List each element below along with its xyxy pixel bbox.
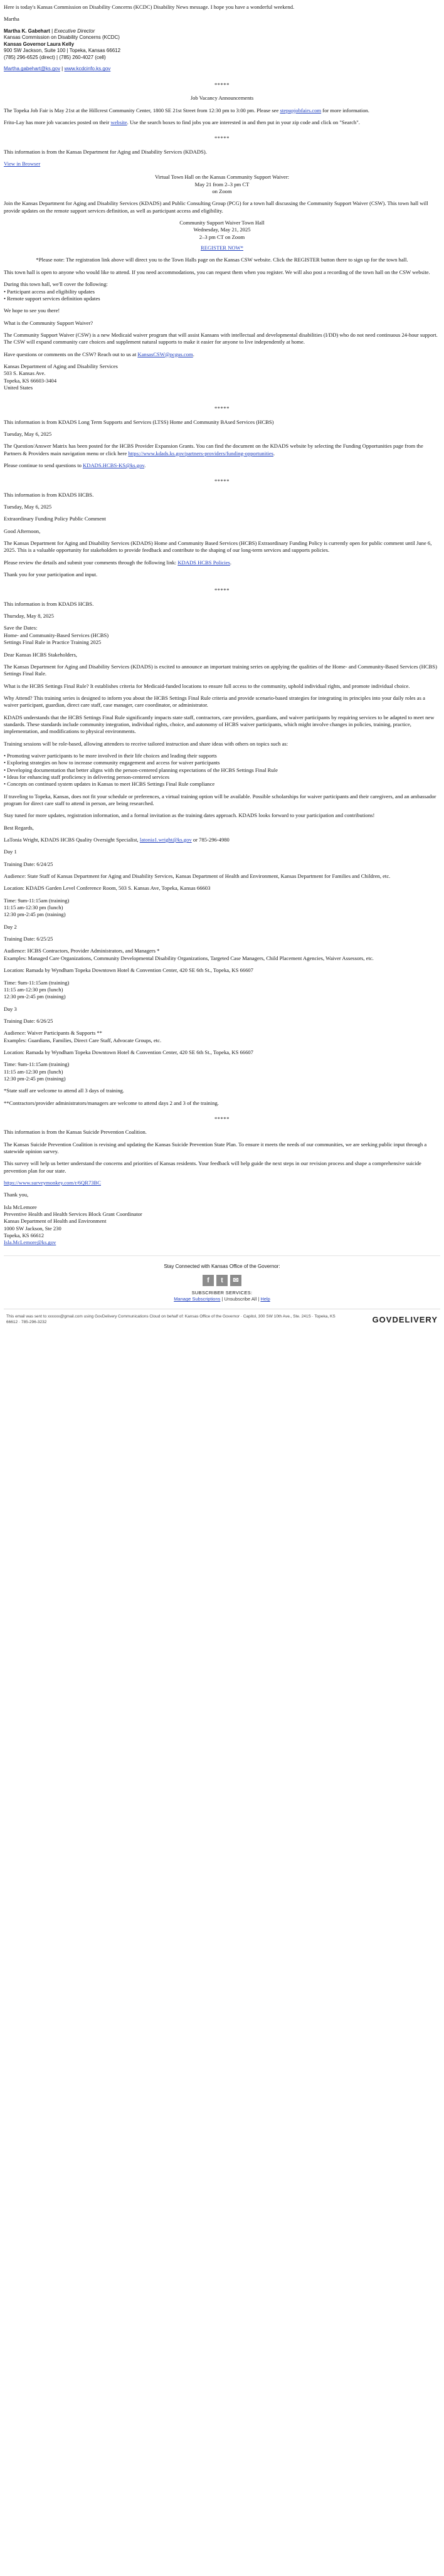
training-topic: • Exploring strategies on how to increase community engagement and access for waiver participants bbox=[4, 759, 220, 766]
training-topics bbox=[4, 752, 440, 788]
csw-join-text: Join the Kansas Department for Aging and Disability Services (KDADS) and Public Consulting Group (PCG) for a town hall discussing the Community Support Waiver (CSW). This town hall will provide updates on the remote support services definition, as well as participant access and eligibility. bbox=[4, 200, 428, 214]
ltss-send bbox=[4, 462, 440, 469]
signature-governor: Kansas Governor Laura Kelly bbox=[4, 41, 75, 47]
signature-name: Martha K. Gabehart bbox=[4, 28, 50, 34]
ltss-body bbox=[4, 443, 440, 457]
view-in-browser-link[interactable]: View in Browser bbox=[4, 161, 41, 167]
twitter-icon[interactable]: t bbox=[216, 1275, 228, 1286]
hcbs-policies-link[interactable]: KDADS HCBS Policies bbox=[177, 559, 230, 566]
csw-source: This information is from the Kansas Department for Aging and Disability Services (KDADS). bbox=[4, 148, 207, 155]
csw-cover-list bbox=[4, 281, 440, 302]
job-fair-before: The Topeka Job Fair is May 21st at the Hillcrest Community Center, 1800 SE 21st Street from 12:30 pm to 3:00 pm. Please see bbox=[4, 107, 280, 113]
day2-label: Day 2 bbox=[4, 923, 17, 930]
email-icon[interactable]: ✉ bbox=[230, 1275, 241, 1286]
signature-block bbox=[4, 28, 440, 73]
signature-separator: | bbox=[60, 66, 65, 72]
bottom-disclaimer: This email was sent to xxxxxx@gmail.com using GovDelivery Communications Cloud on behalf of: Kansas Office of the Governor · Capitol, 300 SW 10th Ave., Ste. 241S · Topeka, KS 66612 · 785-296-3232 bbox=[6, 1314, 336, 1324]
section-divider: ***** bbox=[214, 1115, 230, 1122]
day1-time: 11:15 am-12:30 pm (lunch) bbox=[4, 904, 63, 911]
save-title: Save the Dates: bbox=[4, 625, 38, 631]
csw-what-answer: The Community Support Waiver (CSW) is a new Medicaid waiver program that will assist Kansans with intellectual and developmental disabilities (I/DD) who do not need continuous 24-hour support. The CSW will expand community care choices and supplement natural supports to make it easier for anyone to live independently at home. bbox=[4, 331, 438, 346]
training-what: What is the HCBS Settings Final Rule? It establishes criteria for Medicaid-funded locations to ensure full access to the community, uphold individual rights, and promote individual choice. bbox=[4, 682, 410, 689]
training-understands: KDADS understands that the HCBS Settings Final Rule significantly impacts state staff, contractors, care providers, guardians, and waiver participants by requiring services to be adapted to meet new standards. These standards include community integration, individual rights, choice, and autonomy of HCBS waiver participants, which might involve changes in policies, training, practice, implementation, and modifications to physical environments. bbox=[4, 714, 435, 735]
signature-website-link[interactable]: www.kcdcinfo.ks.gov bbox=[64, 66, 111, 72]
link-separator: | bbox=[220, 1296, 225, 1302]
suicide-sig-line: 1000 SW Jackson, Ste 230 bbox=[4, 1225, 61, 1232]
ltss-send-before: Please continue to send questions to bbox=[4, 462, 83, 468]
csw-event-platform: on Zoom bbox=[212, 188, 232, 195]
csw-block-time: 2–3 pm CT on Zoom bbox=[199, 233, 245, 240]
kdads-address-line: 503 S. Kansas Ave. bbox=[4, 370, 46, 377]
day3-location: Location: Ramada by Wyndham Topeka Downtown Hotel & Convention Center, 420 SE 6th St., Topeka, KS 66607 bbox=[4, 1048, 253, 1055]
day3-date: Training Date: 6/26/25 bbox=[4, 1017, 53, 1024]
training-regards: Best Regards, bbox=[4, 824, 34, 831]
ltss-source: This information is from KDADS Long Term Supports and Services (LTSS) Home and Community BAsed Services (HCBS) bbox=[4, 418, 274, 425]
policy-date: Tuesday, May 6, 2025 bbox=[4, 504, 52, 510]
training-contact bbox=[4, 837, 440, 843]
csw-questions bbox=[4, 351, 440, 358]
csw-block-title: Community Support Waiver Town Hall bbox=[179, 219, 265, 226]
facebook-icon[interactable]: f bbox=[203, 1275, 214, 1286]
csw-hope: We hope to see you there! bbox=[4, 307, 60, 314]
training-source: This information is from KDADS HCBS. bbox=[4, 600, 94, 607]
day2-time: 12:30 pm-2:45 pm (training) bbox=[4, 993, 66, 1000]
day2-audience-block bbox=[4, 948, 440, 962]
suicide-body: The Kansas Suicide Prevention Coalition is revising and updating the Kansas Suicide Prevention State Plan. To ensure it meets the needs of our communities, we are seeking public input through a statewide opinion survey. bbox=[4, 1141, 427, 1154]
govdelivery-logo: GOVDELIVERY bbox=[372, 1315, 438, 1325]
section-divider: ***** bbox=[214, 81, 230, 88]
save-title: Home- and Community-Based Services (HCBS) bbox=[4, 631, 109, 638]
link-separator: | bbox=[256, 1296, 261, 1302]
training-topic: • Concepts on continued system updates in Kansas to meet HCBS Settings Final Rule compliance bbox=[4, 781, 215, 788]
csw-event-date: May 21 from 2–3 pm CT bbox=[194, 181, 250, 187]
job-fair-link[interactable]: stepupjobfairs.com bbox=[280, 107, 322, 113]
training-contact-before: LaTonia Wright, KDADS HCBS Quality Oversight Specialist, bbox=[4, 837, 140, 843]
day3-examples: Examples: Guardians, Families, Direct Care Staff, Advocate Groups, etc. bbox=[4, 1037, 162, 1043]
training-contact-after: or 785-296-4980 bbox=[191, 837, 230, 843]
training-topic: • Ideas for enhancing staff proficiency in delivering person-centered services bbox=[4, 773, 170, 780]
job-fair-after: for more information. bbox=[321, 107, 369, 113]
training-save-dates bbox=[4, 625, 440, 646]
section-divider: ***** bbox=[214, 405, 230, 412]
ltss-body-before: The Question/Answer Matrix has been posted for the HCBS Provider Expansion Grants. You can find the document on the KDADS website by selecting the Funding Opportunities page from the Partners & Providers main navigation menu or click here bbox=[4, 443, 423, 457]
csw-open-text: This town hall is open to anyone who would like to attend. If you need accommodations, you can request them when you register. We will also post a recording of the town hall on the CSW website. bbox=[4, 268, 430, 275]
register-now-link[interactable]: REGISTER NOW* bbox=[200, 245, 244, 251]
training-role-based: Training sessions will be role-based, allowing attendees to receive tailored instruction and share ideas with others on topics such as: bbox=[4, 740, 288, 747]
kdads-address-line: United States bbox=[4, 384, 33, 391]
day3-audience-block bbox=[4, 1030, 440, 1044]
section-divider: ***** bbox=[214, 478, 230, 485]
kdads-address-line: Kansas Department of Aging and Disability Services bbox=[4, 362, 118, 369]
sender-name: Martha bbox=[4, 16, 19, 23]
funding-opportunities-link[interactable]: https://www.kdads.ks.gov/partners-providers/funding-opportunities bbox=[128, 450, 274, 457]
training-stay-tuned: Stay tuned for more updates, registration information, and a formal invitation as the training dates approach. KDADS looks forward to your participation and contributions! bbox=[4, 812, 375, 819]
suicide-sig-line: Preventive Health and Health Services Block Grant Coordinator bbox=[4, 1211, 142, 1218]
day2-audience: Audience: HCBS Contractors, Provider Administrators, and Managers * bbox=[4, 948, 160, 954]
training-why: Why Attend? This training series is designed to inform you about the HCBS Settings Final Rule criteria and provide scenario-based strategies for integrating its principles into your daily roles as a waiver participant, guardian, direct care staff, case manager, care coordinator, or administrator. bbox=[4, 694, 425, 709]
suicide-sig-line: Kansas Department of Health and Environment bbox=[4, 1218, 107, 1225]
kdads-address bbox=[4, 363, 440, 391]
policy-source: This information is from KDADS HCBS. bbox=[4, 491, 94, 498]
section-divider: ***** bbox=[214, 135, 230, 142]
day1-date: Training Date: 6/24/25 bbox=[4, 860, 53, 867]
survey-link[interactable]: https://www.surveymonkey.com/r/6QR73BC bbox=[4, 1180, 101, 1186]
policy-body: The Kansas Department for Aging and Disability Services (KDADS) Home and Community Based Services (HCBS) Extraordinary Funding Policy is currently open for public comment until June 6, 2025. This is a valuable opportunity for stakeholders to provide feedback and contribute to the shaping of our long-term services and supports policies. bbox=[4, 540, 432, 554]
csw-cover-intro: During this town hall, we'll cover the following: bbox=[4, 281, 108, 288]
intro-greeting: Here is today's Kansas Commission on Disability Concerns (KCDC) Disability News message. I hope you have a wonderful weekend. bbox=[4, 4, 295, 10]
signature-org: Kansas Commission on Disability Concerns (KCDC) bbox=[4, 34, 120, 41]
day3-time: 12:30 pm-2:45 pm (training) bbox=[4, 1075, 66, 1082]
day1-times bbox=[4, 897, 440, 919]
suicide-sig-line: Topeka, KS 66612 bbox=[4, 1232, 45, 1239]
csw-cover-item: • Participant access and eligibility updates bbox=[4, 288, 95, 295]
latonia-email-link[interactable]: latonia1.wright@ks.gov bbox=[139, 837, 192, 843]
suicide-thanks: Thank you, bbox=[4, 1191, 29, 1198]
day2-date: Training Date: 6/25/25 bbox=[4, 936, 53, 942]
day2-times bbox=[4, 979, 440, 1001]
csw-questions-before: Have questions or comments on the CSW? Reach out to us at bbox=[4, 351, 138, 357]
suicide-source: This information is from the Kansas Suicide Prevention Coalition. bbox=[4, 1129, 147, 1136]
signature-name-line bbox=[4, 28, 440, 35]
training-topic: • Developing documentation that better aligns with the person-centered planning expectations of the HCBS Settings Final Rule bbox=[4, 766, 278, 773]
training-date: Thursday, May 8, 2025 bbox=[4, 613, 54, 620]
signature-phones: (785) 296-6525 (direct) | (785) 260-4027 (cell) bbox=[4, 54, 106, 60]
csw-block-date: Wednesday, May 21, 2025 bbox=[193, 226, 251, 233]
day1-time: Time: 9am-11:15am (training) bbox=[4, 897, 70, 904]
suicide-signature bbox=[4, 1204, 440, 1247]
day1-location: Location: KDADS Garden Level Conference Room, 503 S. Kansas Ave, Topeka, Kansas 66603 bbox=[4, 885, 211, 892]
save-title: Settings Final Rule in Practice Training 2025 bbox=[4, 639, 102, 646]
unsubscribe-all-link[interactable]: Unsubscribe All bbox=[224, 1296, 257, 1302]
training-note-state-staff: *State staff are welcome to attend all 3 days of training. bbox=[4, 1087, 124, 1094]
policy-thanks: Thank you for your participation and input. bbox=[4, 571, 98, 578]
csw-questions-after: . bbox=[193, 351, 194, 357]
csw-what-question: What is the Community Support Waiver? bbox=[4, 319, 93, 326]
signature-contact-line bbox=[4, 66, 440, 73]
training-note-contractors: **Contractors/provider administrators/managers are welcome to attend days 2 and 3 of the training. bbox=[4, 1099, 219, 1106]
csw-cover-item: • Remote support services definition updates bbox=[4, 295, 100, 302]
jobs-heading: Job Vacancy Announcements bbox=[190, 95, 254, 102]
ltss-send-after: . bbox=[144, 462, 146, 468]
frito-lay-website-link[interactable]: website bbox=[110, 119, 127, 125]
frito-before: Frito-Lay has more job vacancies posted on their bbox=[4, 119, 111, 125]
signature-address: 900 SW Jackson, Suite 100 | Topeka, Kansas 66612 bbox=[4, 48, 121, 54]
signature-email-link[interactable]: Martha.gabehart@ks.gov bbox=[4, 66, 60, 72]
social-icons bbox=[4, 1275, 440, 1286]
day3-time: 11:15 am-12:30 pm (lunch) bbox=[4, 1068, 63, 1075]
day3-audience: Audience: Waiver Participants & Supports ** bbox=[4, 1030, 102, 1037]
day3-times bbox=[4, 1061, 440, 1082]
manage-subscriptions-link[interactable]: Manage Subscriptions bbox=[174, 1296, 221, 1302]
ltss-body-after: . bbox=[273, 450, 275, 457]
frito-lay-text bbox=[4, 119, 440, 126]
day2-location: Location: Ramada by Wyndham Topeka Downtown Hotel & Convention Center, 420 SE 6th St., Topeka, KS 66607 bbox=[4, 967, 253, 974]
csw-event-header bbox=[4, 174, 440, 195]
day1-time: 12:30 pm-2:45 pm (training) bbox=[4, 911, 66, 918]
policy-review-before: Please review the details and submit your comments through the following link: bbox=[4, 559, 178, 566]
subscriber-links bbox=[4, 1296, 440, 1302]
kdads-address-line: Topeka, KS 66603-3404 bbox=[4, 377, 57, 384]
csw-email-link[interactable]: KansasCSW@pcgus.com bbox=[137, 351, 193, 357]
frito-after: . Use the search boxes to find jobs you are interested in and then put in your zip code and click on "Search". bbox=[127, 119, 360, 125]
suicide-sig-line: Isla McLemore bbox=[4, 1203, 37, 1210]
footer bbox=[4, 1255, 440, 1309]
policy-greeting: Good Afternoon, bbox=[4, 527, 41, 534]
bottom-bar bbox=[4, 1309, 440, 1330]
hcbs-email-link[interactable]: KDADS.HCBS-KS@ks.gov bbox=[83, 462, 145, 468]
training-greeting: Dear Kansas HCBS Stakeholders, bbox=[4, 651, 77, 658]
day2-examples: Examples: Managed Care Organizations, Community Developmental Disability Organizations, Targeted Case Managers, Child Placement Agencies, Waiver Assessors, etc. bbox=[4, 954, 374, 961]
isla-email-link[interactable]: Isla.McLemore@ks.gov bbox=[4, 1239, 56, 1246]
day3-label: Day 3 bbox=[4, 1005, 17, 1012]
policy-title: Extraordinary Funding Policy Public Comment bbox=[4, 515, 106, 522]
day3-time: Time: 9am-11:15am (training) bbox=[4, 1061, 70, 1068]
signature-title: | Executive Director bbox=[50, 28, 95, 34]
day1-label: Day 1 bbox=[4, 848, 17, 855]
policy-review-after: . bbox=[230, 559, 232, 566]
training-virtual: If traveling to Topeka, Kansas, does not fit your schedule or preferences, a virtual training option will be available. Possible scholarships for waiver participants and their caregivers, and an ambassador program for direct care staff to attend in person, are being researched. bbox=[4, 793, 436, 806]
day2-time: 11:15 am-12:30 pm (lunch) bbox=[4, 986, 63, 993]
section-divider: ***** bbox=[214, 587, 230, 594]
subscriber-services-title: SUBSCRIBER SERVICES: bbox=[191, 1290, 253, 1296]
ltss-date: Tuesday, May 6, 2025 bbox=[4, 430, 52, 437]
policy-review bbox=[4, 559, 440, 566]
csw-block bbox=[4, 219, 440, 251]
training-topic: • Promoting waiver participants to be more involved in their life choices and leading their supports bbox=[4, 752, 217, 759]
suicide-survey-text: This survey will help us better understand the concerns and priorities of Kansas residents. Your feedback will help guide the next steps in our revision process and shape a comprehensive suicide prevention plan for our state. bbox=[4, 1160, 421, 1174]
help-link[interactable]: Help bbox=[260, 1296, 270, 1302]
training-intro: The Kansas Department for Aging and Disability Services (KDADS) is excited to announce an important training series on applying the qualities of the Home- and Community-Based Services (HCBS) Settings Final Rule. bbox=[4, 663, 437, 677]
job-fair-text bbox=[4, 107, 440, 114]
csw-registration-note: *Please note: The registration link above will direct you to the Town Halls page on the Kansas CSW website. Click the REGISTER button there to sign up for the town hall. bbox=[36, 256, 408, 263]
stay-connected: Stay Connected with Kansas Office of the Governor: bbox=[164, 1263, 280, 1269]
day1-audience: Audience: State Staff of Kansas Department for Aging and Disability Services, Kansas Department of Health and Environment, Kansas Department for Families and Children, etc. bbox=[4, 873, 391, 880]
csw-event-title: Virtual Town Hall on the Kansas Community Support Waiver: bbox=[154, 174, 290, 181]
day2-time: Time: 9am-11:15am (training) bbox=[4, 979, 70, 986]
